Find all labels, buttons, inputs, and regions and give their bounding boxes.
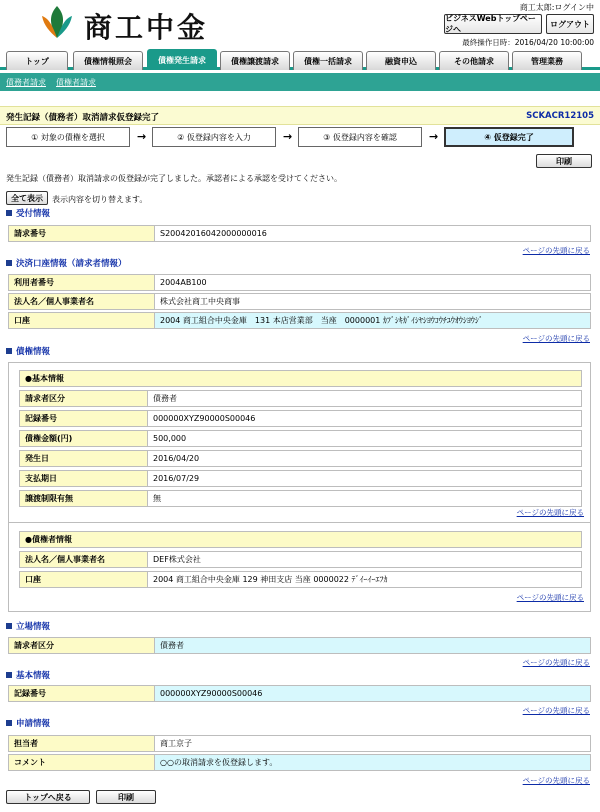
table-row [19, 410, 582, 427]
tab-other-requests[interactable]: その他請求 [439, 51, 509, 70]
row-value: 2016/07/29 [153, 474, 200, 483]
page-top-link[interactable]: ページの先頭に戻る [522, 334, 590, 343]
row-label: 支払期日 [20, 471, 148, 486]
toggle-note: 表示内容を切り替えます。 [52, 195, 148, 204]
tab-claim-bulk[interactable]: 債権一括請求 [293, 51, 363, 70]
row-label: 譲渡制限有無 [20, 491, 148, 506]
row-value: 2016/04/20 [153, 454, 200, 463]
sub-navigation [0, 73, 600, 91]
tab-management[interactable]: 管理業務 [512, 51, 582, 70]
row-label: 利用者番号 [9, 275, 155, 290]
business-web-top-button[interactable]: ビジネスWebトップページへ [444, 14, 542, 34]
page-top-link[interactable]: ページの先頭に戻る [522, 658, 590, 667]
tab-claim-inquiry[interactable]: 債権情報照会 [73, 51, 143, 70]
section-title-settlement: 決済口座情報（請求者情報） [6, 257, 127, 269]
table-row [8, 225, 591, 242]
table-row [19, 450, 582, 467]
step-confirm: ③ 仮登録内容を確認 [298, 127, 422, 147]
page-top-link[interactable]: ページの先頭に戻る [522, 776, 590, 785]
row-value: 2004AB100 [160, 278, 207, 287]
table-row [8, 754, 591, 771]
row-value: 債務者 [153, 394, 177, 403]
basic-info-header: ●基本情報 [19, 370, 582, 387]
table-row [8, 274, 591, 291]
row-label: 口座 [9, 313, 155, 328]
row-label: 記録番号 [20, 411, 148, 426]
page-top-link[interactable]: ページの先頭に戻る [516, 508, 584, 517]
divider [9, 522, 590, 523]
row-label: 発生日 [20, 451, 148, 466]
tab-claim-generation[interactable]: 債権発生請求 [147, 49, 217, 70]
print-button-top[interactable]: 印刷 [536, 154, 592, 168]
row-value: 000000XYZ90000S00046 [153, 414, 256, 423]
section-square-icon [6, 623, 12, 629]
table-row [19, 390, 582, 407]
section-square-icon [6, 210, 12, 216]
tab-claim-transfer[interactable]: 債権譲渡請求 [220, 51, 290, 70]
row-label: 法人名／個人事業者名 [20, 552, 148, 567]
table-row [8, 312, 591, 329]
page-title-bar [0, 106, 600, 125]
step-arrow: → [283, 130, 293, 143]
table-row [8, 637, 591, 654]
section-title-claim: 債権情報 [6, 345, 50, 357]
row-value: 債務者 [155, 638, 590, 653]
reception-table [8, 225, 591, 242]
row-label: コメント [9, 755, 155, 770]
section-square-icon [6, 720, 12, 726]
subnav-creditor-request[interactable]: 債権者請求 [56, 78, 96, 87]
settlement-table [8, 274, 591, 329]
page-top-link[interactable]: ページの先頭に戻る [516, 593, 584, 602]
row-value: 2004 商工組合中央金庫 129 神田支店 当座 0000022 ﾃﾞｲｰｲｰｴﾌｶ [153, 575, 388, 584]
print-button-bottom[interactable]: 印刷 [96, 790, 156, 804]
screen-id: SCKACR12105 [526, 111, 594, 121]
row-label: 請求番号 [9, 226, 155, 241]
claim-basic-block [19, 370, 582, 516]
table-row [19, 430, 582, 447]
row-value: 500,000 [153, 434, 187, 443]
logo-text: 商工中金 [84, 11, 209, 44]
subnav-debtor-request[interactable]: 債務者請求 [6, 78, 46, 87]
application-table [8, 735, 591, 771]
page-top-link[interactable]: ページの先頭に戻る [522, 706, 590, 715]
logo [38, 4, 238, 44]
page-title: 発生記録（債務者）取消請求仮登録完了 [6, 113, 160, 123]
row-value: 株式会社商工中央商事 [160, 297, 240, 306]
row-label: 請求者区分 [20, 391, 148, 406]
row-label: 記録番号 [9, 686, 155, 701]
section-title-basic: 基本情報 [6, 669, 50, 681]
step-arrow: → [137, 130, 147, 143]
section-title-reception: 受付情報 [6, 207, 50, 219]
row-label: 債権金額(円) [20, 431, 148, 446]
claim-frame [8, 362, 591, 612]
row-value: 商工京子 [160, 739, 192, 748]
header [0, 0, 600, 46]
step-select-claim: ① 対象の債権を選択 [6, 127, 130, 147]
row-value: 無 [153, 494, 161, 503]
tab-top[interactable]: トップ [6, 51, 68, 70]
row-value: ○○の取消請求を仮登録します。 [155, 755, 590, 770]
table-row [8, 293, 591, 310]
section-title-position: 立場情報 [6, 620, 50, 632]
creditor-info-header: ●債権者情報 [19, 531, 582, 548]
user-status: 商工太郎:ログイン中 [519, 3, 594, 12]
step-arrow: → [429, 130, 439, 143]
row-label: 請求者区分 [9, 638, 155, 653]
row-label: 口座 [20, 572, 148, 587]
position-table [8, 637, 591, 654]
row-label: 担当者 [9, 736, 155, 751]
row-label: 法人名／個人事業者名 [9, 294, 155, 309]
table-row [19, 490, 582, 507]
claim-creditor-block [19, 531, 582, 591]
main-tabs [0, 48, 600, 70]
section-square-icon [6, 348, 12, 354]
step-complete: ④ 仮登録完了 [444, 127, 574, 147]
table-row [8, 685, 591, 702]
table-row [8, 735, 591, 752]
show-all-button[interactable]: 全て表示 [6, 191, 48, 205]
row-value: S20042016042000000016 [160, 229, 267, 238]
table-row [19, 571, 582, 588]
page-top-link[interactable]: ページの先頭に戻る [522, 246, 590, 255]
row-value: DEF株式会社 [153, 555, 201, 564]
step-input: ② 仮登録内容を入力 [152, 127, 276, 147]
section-square-icon [6, 260, 12, 266]
basic-table [8, 685, 591, 702]
table-row [19, 551, 582, 568]
row-value: 000000XYZ90000S00046 [155, 686, 590, 701]
table-row [19, 470, 582, 487]
section-square-icon [6, 672, 12, 678]
tab-loan-application[interactable]: 融資申込 [366, 51, 436, 70]
section-title-application: 申請情報 [6, 717, 50, 729]
back-to-top-button[interactable]: トップへ戻る [6, 790, 90, 804]
last-operation-time: 最終操作日時：2016/04/20 10:00:00 [462, 38, 594, 47]
row-value: 2004 商工組合中央金庫 131 本店営業部 当座 0000001 ｶﾌﾞｼｷｶﾞｲｼﾔｼﾖｳｺｳﾁﾕｳｵｳｼﾖｳｼﾞ [155, 313, 590, 328]
completion-message: 発生記録（債務者）取消請求の仮登録が完了しました。承認者による承認を受けてください。 [6, 174, 342, 183]
logo-mark-icon [38, 4, 76, 40]
logout-button[interactable]: ログアウト [546, 14, 594, 34]
